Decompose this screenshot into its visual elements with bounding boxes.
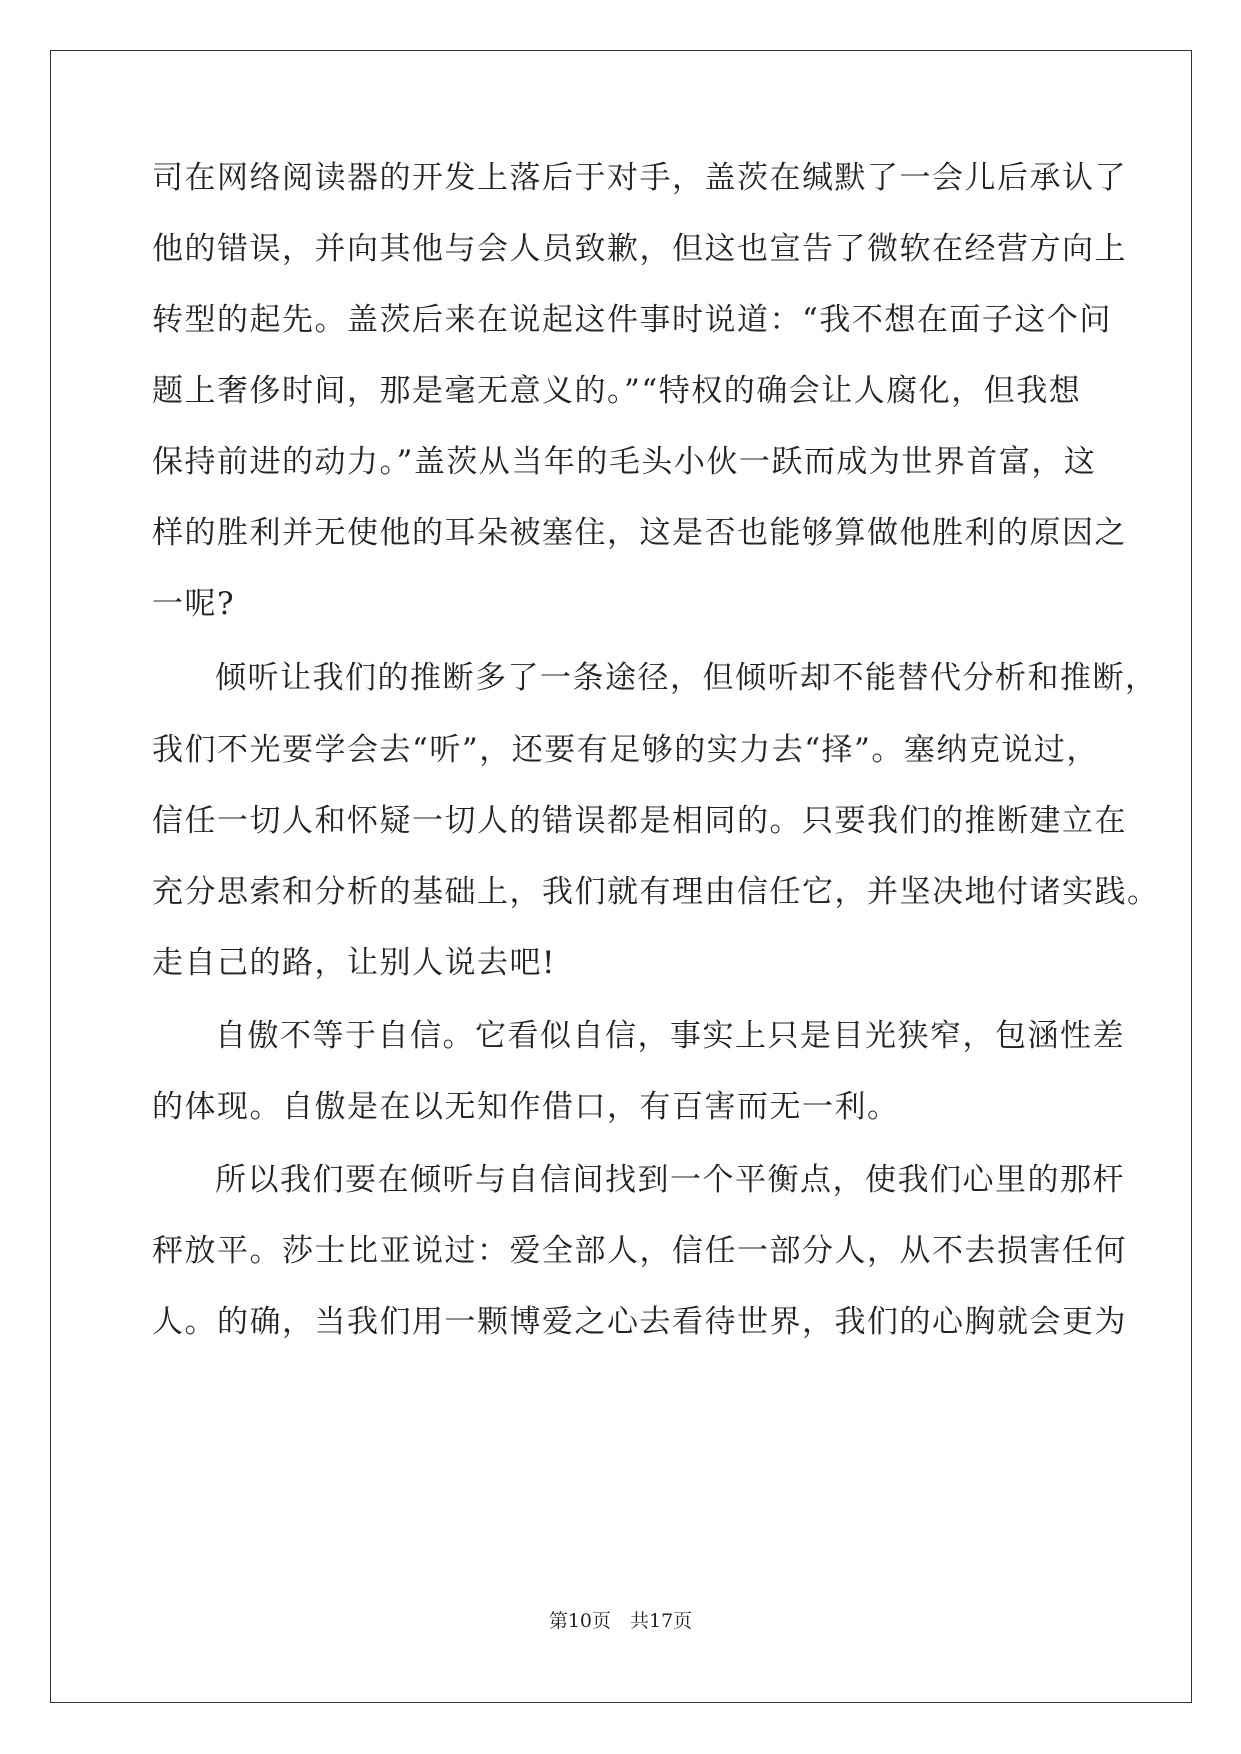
text-line: 司在网络阅读器的开发上落后于对手，盖茨在缄默了一会儿后承认了 — [152, 160, 1127, 196]
text-line: 保持前进的动力。”盖茨从当年的毛头小伙一跃而成为世界首富，这 — [152, 444, 1097, 480]
text-line: 充分思索和分析的基础上，我们就有理由信任它，并坚决地付诸实践。 — [152, 874, 1160, 910]
text-line: 题上奢侈时间，那是毫无意义的。”“特权的确会让人腐化，但我想 — [152, 373, 1082, 409]
text-line: 信任一切人和怀疑一切人的错误都是相同的。只要我们的推断建立在 — [152, 803, 1127, 839]
paragraph-first-line: 自傲不等于自信。它看似自信，事实上只是目光狭窄，包涵性差 — [215, 1018, 1125, 1054]
text-line: 我们不光要学会去“听”，还要有足够的实力去“择”。塞纳克说过， — [152, 732, 1099, 768]
paragraph-first-line: 所以我们要在倾听与自信间找到一个平衡点，使我们心里的那杆 — [215, 1162, 1125, 1198]
page-number-footer: 第10页 共17页 — [548, 1610, 693, 1632]
text-line: 转型的起先。盖茨后来在说起这件事时说道：“我不想在面子这个问 — [152, 302, 1112, 338]
text-line: 他的错误，并向其他与会人员致歉，但这也宣告了微软在经营方向上 — [152, 231, 1127, 267]
text-line: 一呢? — [152, 586, 236, 622]
text-line: 走自己的路，让别人说去吧! — [152, 945, 556, 981]
text-line: 样的胜利并无使他的耳朵被塞住，这是否也能够算做他胜利的原因之 — [152, 515, 1127, 551]
text-line: 的体现。自傲是在以无知作借口，有百害而无一利。 — [152, 1089, 900, 1125]
text-line: 人。的确，当我们用一颗博爱之心去看待世界，我们的心胸就会更为 — [152, 1304, 1127, 1340]
text-line: 秤放平。莎士比亚说过：爱全部人，信任一部分人，从不去损害任何 — [152, 1233, 1127, 1269]
paragraph-first-line: 倾听让我们的推断多了一条途径，但倾听却不能替代分析和推断， — [215, 660, 1158, 696]
